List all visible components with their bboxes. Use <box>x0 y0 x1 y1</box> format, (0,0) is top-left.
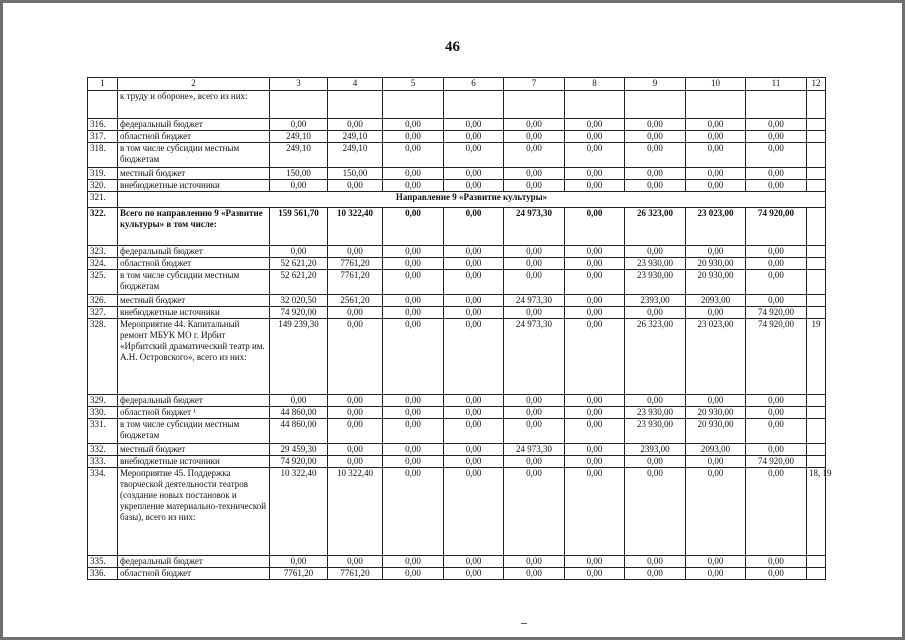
value-cell: 26 323,00 <box>625 208 686 246</box>
note-cell <box>807 395 826 407</box>
value-cell: 0,00 <box>444 407 504 419</box>
note-cell <box>807 258 826 270</box>
row-label: Мероприятие 45. Поддержка творческой деятельности театров (создание новых постановок и укрепление материально-технической базы), всего из них: <box>118 468 270 556</box>
value-cell: 2093,00 <box>686 444 746 456</box>
value-cell: 44 860,00 <box>270 419 328 444</box>
value-cell: 0,00 <box>328 395 383 407</box>
value-cell: 0,00 <box>686 456 746 468</box>
column-header: 5 <box>383 78 444 91</box>
row-label: областной бюджет ¹ <box>118 407 270 419</box>
note-cell <box>807 208 826 246</box>
value-cell: 0,00 <box>328 319 383 395</box>
value-cell: 0,00 <box>328 444 383 456</box>
value-cell <box>625 91 686 119</box>
value-cell: 7761,20 <box>328 258 383 270</box>
table-row <box>88 91 826 119</box>
value-cell: 7761,20 <box>328 568 383 580</box>
row-number: 320. <box>88 180 118 192</box>
value-cell: 74 920,00 <box>746 456 807 468</box>
value-cell: 0,00 <box>504 395 565 407</box>
table-row <box>88 131 826 143</box>
table-row <box>88 208 826 246</box>
column-header: 4 <box>328 78 383 91</box>
note-cell <box>807 131 826 143</box>
note-cell <box>807 307 826 319</box>
page-number: 46 <box>445 39 460 55</box>
scan-artifact <box>521 623 527 624</box>
value-cell: 26 323,00 <box>625 319 686 395</box>
value-cell <box>686 91 746 119</box>
value-cell: 0,00 <box>625 468 686 556</box>
row-label: местный бюджет <box>118 295 270 307</box>
value-cell: 0,00 <box>686 119 746 131</box>
value-cell: 0,00 <box>444 444 504 456</box>
value-cell: 0,00 <box>565 143 625 168</box>
value-cell: 0,00 <box>444 307 504 319</box>
value-cell: 0,00 <box>328 419 383 444</box>
value-cell: 0,00 <box>383 143 444 168</box>
value-cell: 0,00 <box>565 456 625 468</box>
row-label: местный бюджет <box>118 444 270 456</box>
column-header: 9 <box>625 78 686 91</box>
table-row <box>88 444 826 456</box>
value-cell: 0,00 <box>565 444 625 456</box>
value-cell: 0,00 <box>746 180 807 192</box>
value-cell: 0,00 <box>444 131 504 143</box>
note-cell <box>807 568 826 580</box>
value-cell: 0,00 <box>328 307 383 319</box>
value-cell: 74 920,00 <box>270 456 328 468</box>
note-cell <box>807 444 826 456</box>
budget-table <box>87 77 832 580</box>
value-cell: 0,00 <box>383 568 444 580</box>
column-header: 2 <box>118 78 270 91</box>
value-cell: 0,00 <box>686 168 746 180</box>
row-number: 317. <box>88 131 118 143</box>
value-cell: 44 860,00 <box>270 407 328 419</box>
value-cell: 0,00 <box>444 395 504 407</box>
value-cell: 0,00 <box>565 407 625 419</box>
row-number: 330. <box>88 407 118 419</box>
note-cell: 18, 19 <box>807 468 826 556</box>
row-number: 319. <box>88 168 118 180</box>
section-title: Направление 9 «Развитие культуры» <box>118 192 826 208</box>
value-cell: 0,00 <box>686 246 746 258</box>
table-row <box>88 119 826 131</box>
value-cell: 0,00 <box>686 143 746 168</box>
value-cell: 0,00 <box>383 456 444 468</box>
value-cell: 0,00 <box>504 307 565 319</box>
value-cell: 0,00 <box>625 456 686 468</box>
value-cell <box>328 91 383 119</box>
value-cell: 0,00 <box>686 395 746 407</box>
value-cell: 0,00 <box>746 295 807 307</box>
value-cell: 52 621,20 <box>270 270 328 295</box>
note-cell: 19 <box>807 319 826 395</box>
column-header: 1 <box>88 78 118 91</box>
value-cell: 20 930,00 <box>686 407 746 419</box>
value-cell: 0,00 <box>504 143 565 168</box>
table-row <box>88 168 826 180</box>
value-cell: 0,00 <box>686 131 746 143</box>
value-cell: 0,00 <box>270 180 328 192</box>
value-cell: 0,00 <box>270 395 328 407</box>
note-cell <box>807 91 826 119</box>
value-cell: 20 930,00 <box>686 258 746 270</box>
value-cell: 0,00 <box>565 556 625 568</box>
row-number: 326. <box>88 295 118 307</box>
column-header: 6 <box>444 78 504 91</box>
value-cell: 23 930,00 <box>625 270 686 295</box>
value-cell: 0,00 <box>625 180 686 192</box>
value-cell: 0,00 <box>444 319 504 395</box>
value-cell: 0,00 <box>565 168 625 180</box>
value-cell: 159 561,70 <box>270 208 328 246</box>
row-number: 332. <box>88 444 118 456</box>
value-cell: 23 023,00 <box>686 319 746 395</box>
value-cell: 0,00 <box>565 180 625 192</box>
note-cell <box>807 456 826 468</box>
column-header: 12 <box>807 78 826 91</box>
value-cell: 2393,00 <box>625 295 686 307</box>
row-label: внебюджетные источники <box>118 180 270 192</box>
value-cell: 0,00 <box>746 407 807 419</box>
value-cell: 0,00 <box>383 270 444 295</box>
value-cell: 0,00 <box>444 456 504 468</box>
table-row <box>88 307 826 319</box>
row-label: областной бюджет <box>118 131 270 143</box>
value-cell <box>565 91 625 119</box>
row-label: в том числе субсидии местным бюджетам <box>118 143 270 168</box>
value-cell: 0,00 <box>444 180 504 192</box>
row-label: федеральный бюджет <box>118 395 270 407</box>
row-label: областной бюджет <box>118 258 270 270</box>
row-number: 333. <box>88 456 118 468</box>
table-header-row <box>88 78 826 91</box>
row-number: 328. <box>88 319 118 395</box>
value-cell: 249,10 <box>270 143 328 168</box>
row-number: 335. <box>88 556 118 568</box>
value-cell: 10 322,40 <box>328 208 383 246</box>
value-cell: 0,00 <box>444 208 504 246</box>
value-cell: 0,00 <box>746 168 807 180</box>
value-cell: 0,00 <box>625 131 686 143</box>
row-number: 336. <box>88 568 118 580</box>
value-cell: 0,00 <box>565 319 625 395</box>
value-cell: 0,00 <box>328 407 383 419</box>
value-cell: 0,00 <box>383 319 444 395</box>
value-cell: 0,00 <box>625 307 686 319</box>
value-cell: 74 920,00 <box>746 307 807 319</box>
value-cell: 74 920,00 <box>746 319 807 395</box>
value-cell: 0,00 <box>504 270 565 295</box>
row-number <box>88 91 118 119</box>
value-cell: 0,00 <box>746 246 807 258</box>
value-cell: 249,10 <box>328 143 383 168</box>
table-row <box>88 180 826 192</box>
value-cell: 24 973,30 <box>504 295 565 307</box>
value-cell: 0,00 <box>383 131 444 143</box>
section-row <box>88 192 826 208</box>
value-cell: 0,00 <box>444 468 504 556</box>
value-cell: 0,00 <box>565 568 625 580</box>
document-page <box>3 3 902 637</box>
value-cell: 0,00 <box>444 119 504 131</box>
value-cell: 20 930,00 <box>686 419 746 444</box>
value-cell: 24 973,30 <box>504 444 565 456</box>
value-cell: 0,00 <box>328 180 383 192</box>
row-number: 331. <box>88 419 118 444</box>
note-cell <box>807 246 826 258</box>
value-cell: 0,00 <box>504 119 565 131</box>
note-cell <box>807 407 826 419</box>
value-cell: 0,00 <box>444 419 504 444</box>
value-cell: 0,00 <box>565 270 625 295</box>
value-cell: 249,10 <box>328 131 383 143</box>
value-cell: 0,00 <box>686 568 746 580</box>
value-cell: 10 322,40 <box>328 468 383 556</box>
value-cell: 0,00 <box>746 444 807 456</box>
value-cell: 0,00 <box>444 270 504 295</box>
table-row <box>88 456 826 468</box>
value-cell: 0,00 <box>504 246 565 258</box>
value-cell: 0,00 <box>625 246 686 258</box>
value-cell: 0,00 <box>444 295 504 307</box>
value-cell: 0,00 <box>270 119 328 131</box>
value-cell: 23 930,00 <box>625 258 686 270</box>
row-label: в том числе субсидии местным бюджетам <box>118 270 270 295</box>
value-cell: 0,00 <box>565 307 625 319</box>
value-cell: 0,00 <box>383 407 444 419</box>
value-cell: 0,00 <box>746 119 807 131</box>
value-cell: 0,00 <box>625 395 686 407</box>
value-cell: 2561,20 <box>328 295 383 307</box>
row-number: 316. <box>88 119 118 131</box>
value-cell: 0,00 <box>383 180 444 192</box>
value-cell: 52 621,20 <box>270 258 328 270</box>
value-cell: 2093,00 <box>686 295 746 307</box>
row-number: 321. <box>88 192 118 208</box>
value-cell: 0,00 <box>565 258 625 270</box>
column-header: 10 <box>686 78 746 91</box>
value-cell: 0,00 <box>270 246 328 258</box>
value-cell: 0,00 <box>746 131 807 143</box>
table-row <box>88 270 826 295</box>
table-row <box>88 556 826 568</box>
row-label: внебюджетные источники <box>118 456 270 468</box>
row-number: 322. <box>88 208 118 246</box>
table-row <box>88 468 826 556</box>
row-number: 324. <box>88 258 118 270</box>
row-label: федеральный бюджет <box>118 246 270 258</box>
value-cell: 0,00 <box>383 468 444 556</box>
column-header: 3 <box>270 78 328 91</box>
value-cell <box>504 91 565 119</box>
value-cell: 0,00 <box>746 258 807 270</box>
value-cell: 0,00 <box>444 246 504 258</box>
value-cell: 0,00 <box>686 556 746 568</box>
value-cell: 0,00 <box>504 556 565 568</box>
value-cell: 23 930,00 <box>625 419 686 444</box>
value-cell: 0,00 <box>504 258 565 270</box>
table-row <box>88 143 826 168</box>
value-cell: 150,00 <box>328 168 383 180</box>
row-number: 327. <box>88 307 118 319</box>
value-cell: 0,00 <box>625 568 686 580</box>
value-cell: 0,00 <box>565 131 625 143</box>
value-cell: 0,00 <box>383 119 444 131</box>
value-cell: 0,00 <box>746 468 807 556</box>
value-cell: 0,00 <box>504 568 565 580</box>
value-cell: 0,00 <box>383 246 444 258</box>
value-cell: 23 930,00 <box>625 407 686 419</box>
value-cell: 24 973,30 <box>504 208 565 246</box>
table-row <box>88 258 826 270</box>
value-cell: 24 973,30 <box>504 319 565 395</box>
column-header: 8 <box>565 78 625 91</box>
value-cell: 0,00 <box>504 468 565 556</box>
table-row <box>88 246 826 258</box>
value-cell: 0,00 <box>746 568 807 580</box>
row-label: Всего по направлению 9 «Развитие культуры» в том числе: <box>118 208 270 246</box>
value-cell: 29 459,30 <box>270 444 328 456</box>
value-cell: 23 023,00 <box>686 208 746 246</box>
value-cell: 0,00 <box>565 419 625 444</box>
value-cell: 0,00 <box>686 307 746 319</box>
value-cell: 0,00 <box>565 119 625 131</box>
value-cell: 149 239,30 <box>270 319 328 395</box>
row-label: федеральный бюджет <box>118 556 270 568</box>
note-cell <box>807 295 826 307</box>
value-cell: 0,00 <box>686 468 746 556</box>
table-row <box>88 295 826 307</box>
value-cell <box>270 91 328 119</box>
value-cell: 0,00 <box>504 456 565 468</box>
note-cell <box>807 168 826 180</box>
value-cell: 0,00 <box>444 258 504 270</box>
value-cell: 2393,00 <box>625 444 686 456</box>
value-cell: 0,00 <box>746 556 807 568</box>
value-cell: 0,00 <box>565 295 625 307</box>
value-cell: 0,00 <box>383 168 444 180</box>
row-label: Мероприятие 44. Капитальный ремонт МБУК МО г. Ирбит «Ирбитский драматический театр им. А.Н. Островского», всего из них: <box>118 319 270 395</box>
value-cell: 32 020,50 <box>270 295 328 307</box>
row-label: в том числе субсидии местным бюджетам <box>118 419 270 444</box>
row-number: 323. <box>88 246 118 258</box>
value-cell: 0,00 <box>625 168 686 180</box>
table-row <box>88 419 826 444</box>
row-label: областной бюджет <box>118 568 270 580</box>
row-label: федеральный бюджет <box>118 119 270 131</box>
note-cell <box>807 143 826 168</box>
value-cell: 0,00 <box>383 395 444 407</box>
note-cell <box>807 119 826 131</box>
value-cell: 0,00 <box>328 556 383 568</box>
table-row <box>88 568 826 580</box>
row-number: 329. <box>88 395 118 407</box>
value-cell: 0,00 <box>504 131 565 143</box>
value-cell: 0,00 <box>565 246 625 258</box>
value-cell: 0,00 <box>565 208 625 246</box>
row-label: внебюджетные источники <box>118 307 270 319</box>
row-number: 318. <box>88 143 118 168</box>
value-cell: 249,10 <box>270 131 328 143</box>
value-cell: 0,00 <box>444 556 504 568</box>
value-cell: 0,00 <box>504 407 565 419</box>
value-cell <box>746 91 807 119</box>
value-cell: 0,00 <box>686 180 746 192</box>
value-cell: 0,00 <box>383 307 444 319</box>
value-cell: 0,00 <box>383 258 444 270</box>
value-cell: 0,00 <box>328 246 383 258</box>
row-label: к труду и обороне», всего из них: <box>118 91 270 119</box>
value-cell: 0,00 <box>746 270 807 295</box>
value-cell: 7761,20 <box>270 568 328 580</box>
column-header: 7 <box>504 78 565 91</box>
value-cell: 0,00 <box>504 180 565 192</box>
value-cell: 0,00 <box>746 143 807 168</box>
column-header: 11 <box>746 78 807 91</box>
value-cell: 0,00 <box>270 556 328 568</box>
value-cell: 0,00 <box>625 143 686 168</box>
value-cell: 0,00 <box>746 419 807 444</box>
value-cell: 0,00 <box>625 119 686 131</box>
value-cell: 0,00 <box>746 395 807 407</box>
value-cell: 0,00 <box>328 456 383 468</box>
note-cell <box>807 270 826 295</box>
value-cell: 7761,20 <box>328 270 383 295</box>
value-cell: 0,00 <box>504 419 565 444</box>
value-cell: 74 920,00 <box>270 307 328 319</box>
value-cell: 0,00 <box>444 568 504 580</box>
table-row <box>88 407 826 419</box>
value-cell: 0,00 <box>383 295 444 307</box>
value-cell: 10 322,40 <box>270 468 328 556</box>
value-cell: 0,00 <box>625 556 686 568</box>
value-cell <box>383 91 444 119</box>
note-cell <box>807 556 826 568</box>
row-label: местный бюджет <box>118 168 270 180</box>
value-cell: 0,00 <box>383 444 444 456</box>
value-cell: 20 930,00 <box>686 270 746 295</box>
value-cell: 0,00 <box>504 168 565 180</box>
value-cell: 150,00 <box>270 168 328 180</box>
table-row <box>88 319 826 395</box>
note-cell <box>807 419 826 444</box>
value-cell: 0,00 <box>565 468 625 556</box>
value-cell <box>444 91 504 119</box>
value-cell: 74 920,00 <box>746 208 807 246</box>
value-cell: 0,00 <box>444 168 504 180</box>
row-number: 334. <box>88 468 118 556</box>
table-row <box>88 395 826 407</box>
row-number: 325. <box>88 270 118 295</box>
value-cell: 0,00 <box>383 208 444 246</box>
value-cell: 0,00 <box>328 119 383 131</box>
value-cell: 0,00 <box>383 419 444 444</box>
note-cell <box>807 180 826 192</box>
value-cell: 0,00 <box>565 395 625 407</box>
value-cell: 0,00 <box>444 143 504 168</box>
value-cell: 0,00 <box>383 556 444 568</box>
